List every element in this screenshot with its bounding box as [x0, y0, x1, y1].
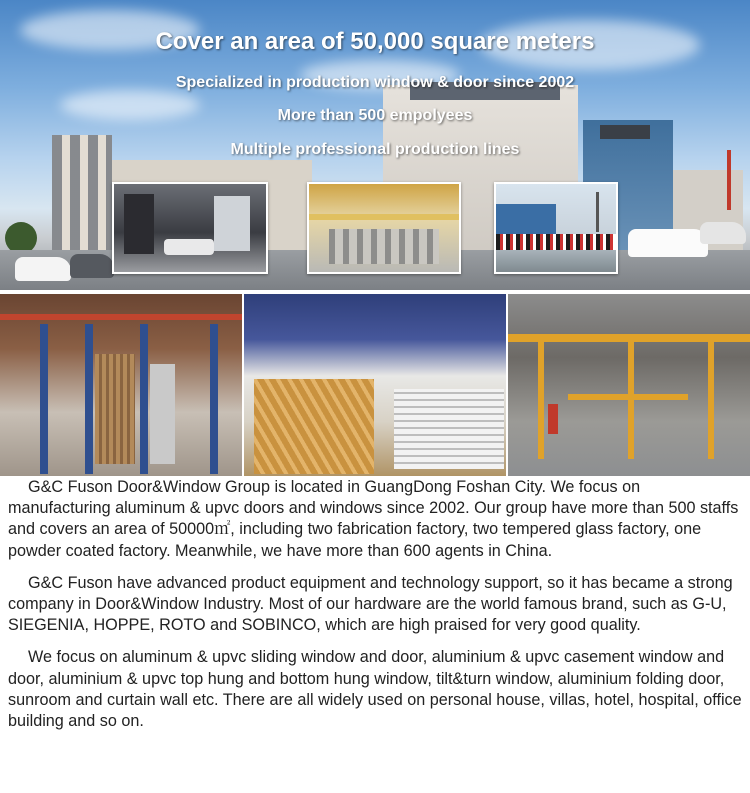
factory-floor-photo	[307, 182, 461, 274]
showroom-photo	[112, 182, 268, 274]
hero-banner	[0, 0, 750, 290]
profile-storage-photo	[244, 294, 506, 476]
factory-photo-strip	[0, 294, 750, 476]
description-paragraph: We focus on aluminum & upvc sliding window and door, aluminium & upvc casement window and door, aluminium & upvc top hung and bottom hung window, tilt&turn window, aluminium folding door, sunroom and curtain wall etc. There are all widely used on personal house, villas, hotel, hospital, office building and so on.	[8, 648, 742, 731]
banner-line-since: Specialized in production window & door since 2002	[175, 74, 575, 91]
warehouse-rack-photo	[0, 294, 242, 476]
description-paragraph: G&C Fuson Door&Window Group is located in GuangDong Foshan City. We focus on manufacturing aluminum & upvc doors and windows since 2002. Our group have more than 500 staffs and covers an area of 50000㎡, including two fabrication factory, two tempered glass factory, one powder coated factory. Meanwhile, we have more than 600 agents in China.	[8, 478, 739, 560]
banner-title: Cover an area of 50,000 square meters	[155, 28, 595, 55]
banner-line-production: Multiple professional production lines	[230, 141, 520, 158]
production-line-photo	[508, 294, 750, 476]
banner-line-employees: More than 500 empolyees	[277, 107, 473, 124]
team-photo	[494, 182, 618, 274]
company-description	[8, 477, 743, 743]
description-paragraph: G&C Fuson have advanced product equipment and technology support, so it has became a strong company in Door&Window Industry. Most of our hardware are the world famous brand, such as G-U, SIEGENIA, HOPPE, ROTO and SOBINCO, which are high praised for very good quality.	[8, 573, 733, 635]
